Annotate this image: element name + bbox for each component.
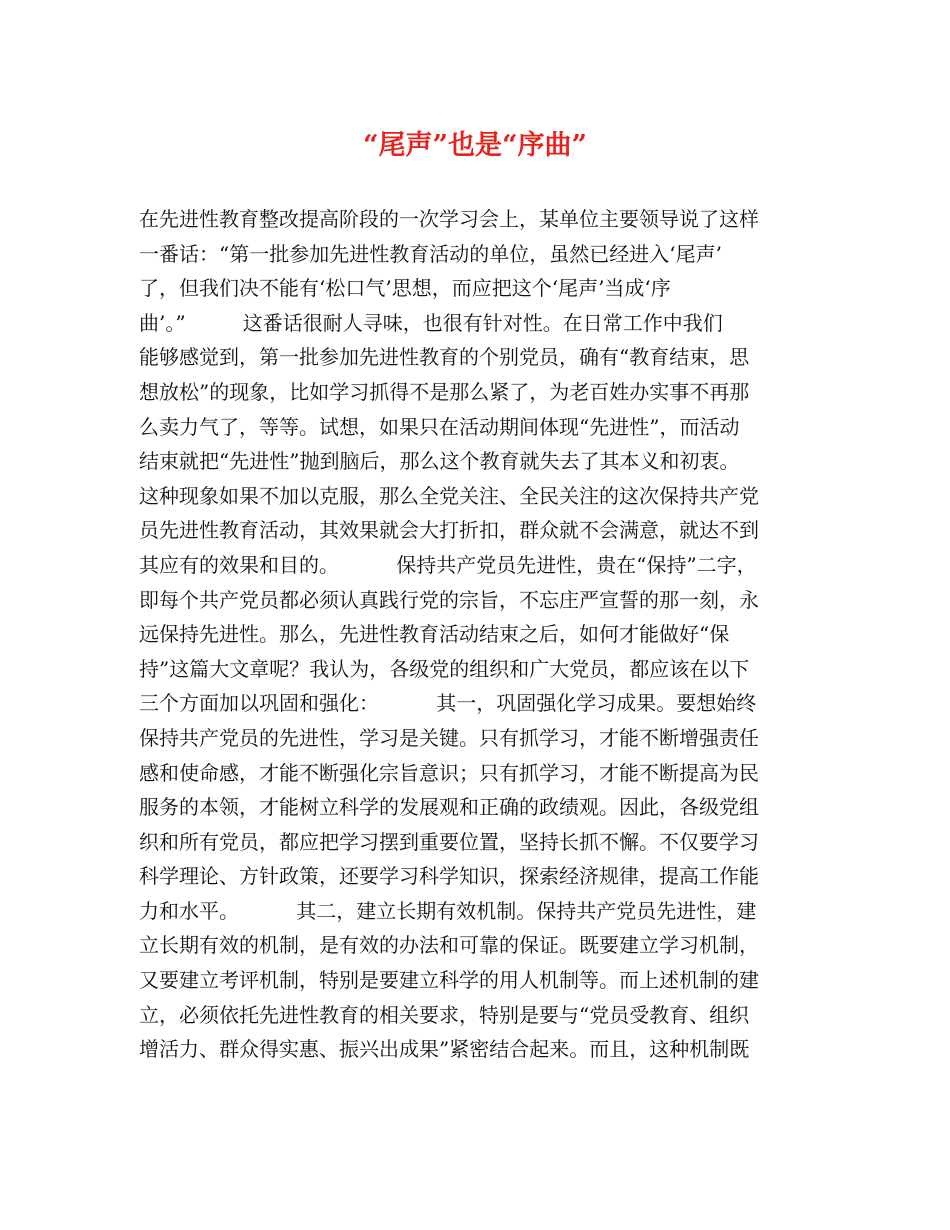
document-title: “尾声”也是“序曲”: [362, 130, 588, 161]
body-line: 持”这篇大文章呢？我认为，各级党的组织和广大党员，都应该在以下: [139, 656, 750, 681]
body-line: 保持共产党员的先进性，学习是关键。只有抓学习，才能不断增强责任: [139, 725, 759, 750]
body-line: 想放松”的现象，比如学习抓得不是那么紧了，为老百姓办实事不再那: [139, 379, 750, 404]
body-line: 这种现象如果不加以克服，那么全党关注、全民关注的这次保持共产党: [139, 483, 759, 508]
body-line: 其应有的效果和目的。 保持共产党员先进性，贵在“保持”二字，: [139, 552, 757, 577]
body-line: 感和使命感，才能不断强化宗旨意识；只有抓学习，才能不断提高为民: [139, 760, 759, 785]
body-line: 立长期有效的机制，是有效的办法和可靠的保证。既要建立学习机制，: [139, 933, 759, 958]
body-line: 即每个共产党员都必须认真践行党的宗旨，不忘庄严宣誓的那一刻，永: [139, 587, 759, 612]
body-line: 增活力、群众得实惠、振兴出成果”紧密结合起来。而且，这种机制既: [139, 1037, 750, 1062]
body-line: 远保持先进性。那么，先进性教育活动结束之后，如何才能做好“保: [139, 622, 730, 647]
document-body: [139, 202, 819, 1067]
body-line: 又要建立考评机制，特别是要建立科学的用人机制等。而上述机制的建: [139, 968, 759, 993]
body-line: 科学理论、方针政策，还要学习科学知识，探索经济规律，提高工作能: [139, 864, 759, 889]
body-line: 能够感觉到，第一批参加先进性教育的个别党员，确有“教育结束，思: [139, 345, 750, 370]
body-line: 织和所有党员，都应把学习摆到重要位置，坚持长抓不懈。不仅要学习: [139, 829, 759, 854]
body-line: 在先进性教育整改提高阶段的一次学习会上，某单位主要领导说了这样: [139, 207, 759, 231]
body-line: 曲’。” 这番话很耐人寻味，也很有针对性。在日常工作中我们: [139, 310, 723, 335]
body-line: 员先进性教育活动，其效果就会大打折扣，群众就不会满意，就达不到: [139, 518, 759, 543]
body-line: 了，但我们决不能有‘松口气’思想，而应把这个‘尾声’当成‘序: [139, 276, 671, 301]
body-line: 服务的本领，才能树立科学的发展观和正确的政绩观。因此，各级党组: [139, 795, 759, 820]
body-line: 结束就把“先进性”抛到脑后，那么这个教育就失去了其本义和初衷。: [139, 449, 740, 474]
body-line: 三个方面加以巩固和强化： 其一，巩固强化学习成果。要想始终: [139, 691, 757, 716]
body-line: 力和水平。 其二，建立长期有效机制。保持共产党员先进性，建: [139, 898, 757, 923]
body-line: 立，必须依托先进性教育的相关要求，特别是要与“党员受教育、组织: [139, 1002, 750, 1027]
body-line: 一番话：“第一批参加先进性教育活动的单位，虽然已经进入‘尾声’: [139, 241, 722, 266]
body-line: 么卖力气了，等等。试想，如果只在活动期间体现“先进性”，而活动: [139, 414, 740, 439]
